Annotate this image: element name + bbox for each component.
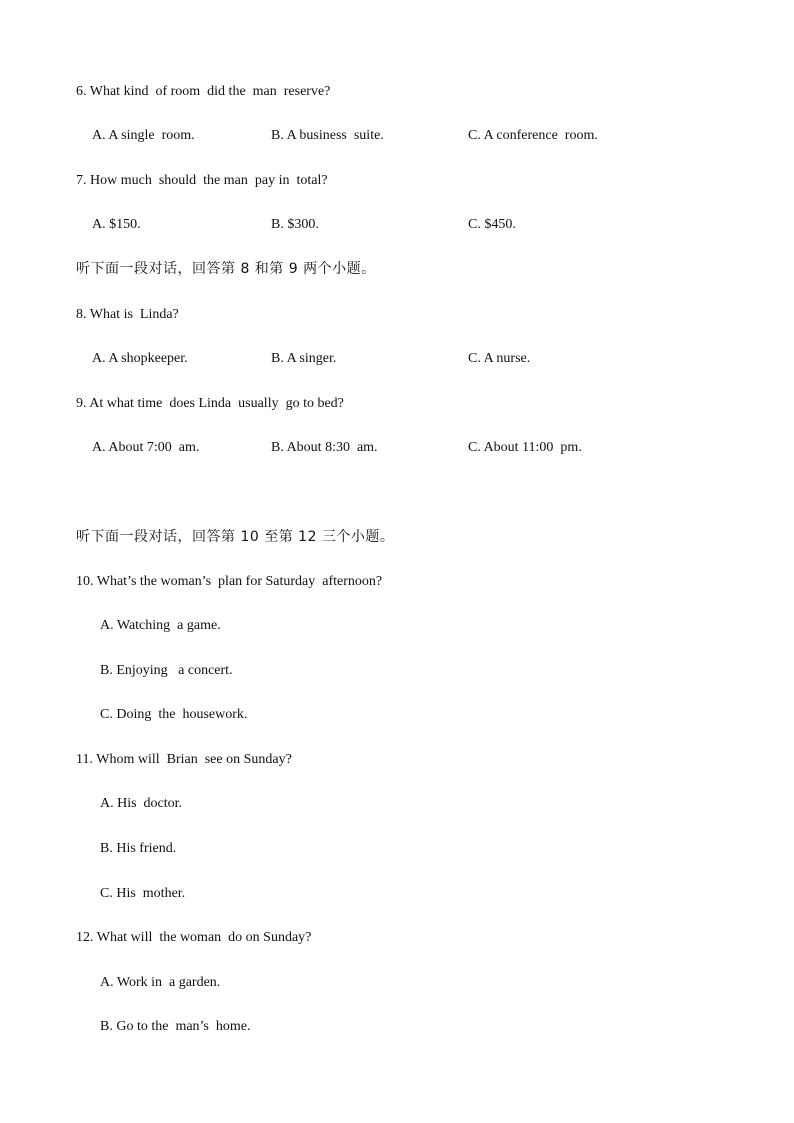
question-10-stem: 10. What’s the woman’s plan for Saturday afternoon? xyxy=(76,574,383,589)
question-12-option-a: A. Work in a garden. xyxy=(100,975,221,990)
question-11-stem: 11. Whom will Brian see on Sunday? xyxy=(76,752,292,767)
question-6-option-a: A. A single room. xyxy=(92,128,195,143)
question-7-option-a: A. $150. xyxy=(92,217,141,232)
question-6-option-b: B. A business suite. xyxy=(271,128,384,143)
question-12-stem: 12. What will the woman do on Sunday? xyxy=(76,930,312,945)
question-11-option-c: C. His mother. xyxy=(100,886,186,901)
question-10-option-b: B. Enjoying a concert. xyxy=(100,663,233,678)
question-7-option-c: C. $450. xyxy=(468,217,516,232)
question-9-option-b: B. About 8:30 am. xyxy=(271,440,378,455)
question-12-option-b: B. Go to the man’s home. xyxy=(100,1019,251,1034)
question-7-option-b: B. $300. xyxy=(271,217,319,232)
question-6-option-c: C. A conference room. xyxy=(468,128,598,143)
question-10-option-c: C. Doing the housework. xyxy=(100,707,248,722)
question-11-option-a: A. His doctor. xyxy=(100,796,183,811)
question-7-stem: 7. How much should the man pay in total? xyxy=(76,173,328,188)
question-10-option-a: A. Watching a game. xyxy=(100,618,221,633)
question-11-option-b: B. His friend. xyxy=(100,841,177,856)
question-8-stem: 8. What is Linda? xyxy=(76,307,179,322)
question-6-stem: 6. What kind of room did the man reserve? xyxy=(76,84,331,99)
question-8-option-a: A. A shopkeeper. xyxy=(92,351,188,366)
instruction-8-9: 听下面一段对话，回答第 8 和第 9 两个小题。 xyxy=(76,261,376,277)
question-9-option-a: A. About 7:00 am. xyxy=(92,440,200,455)
question-9-stem: 9. At what time does Linda usually go to bed? xyxy=(76,396,344,411)
question-8-option-c: C. A nurse. xyxy=(468,351,531,366)
instruction-10-12: 听下面一段对话，回答第 10 至第 12 三个小题。 xyxy=(76,529,395,545)
question-9-option-c: C. About 11:00 pm. xyxy=(468,440,582,455)
question-8-option-b: B. A singer. xyxy=(271,351,337,366)
